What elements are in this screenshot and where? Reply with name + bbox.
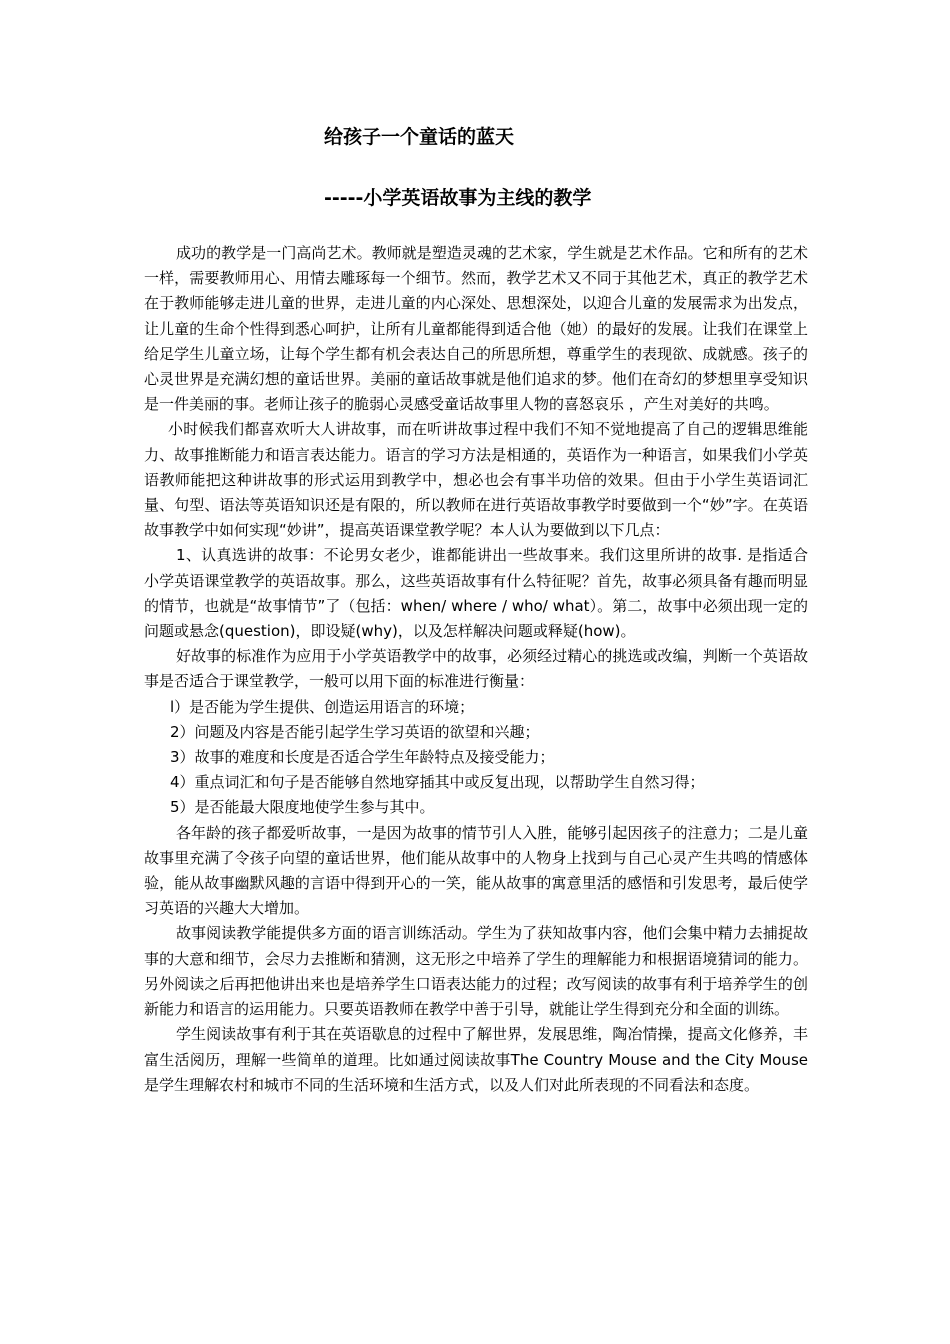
criteria-item-1: l）是否能为学生提供、创造运用语言的环境； <box>170 697 475 716</box>
paragraph-select-stories: 1、认真选讲的故事：不论男女老少，谁都能讲出一些故事来。我们这里所讲的故事. 是指适合小学英语课堂教学的英语故事。那么，这些英语故事有什么特征呢？首先，故事必须具备有趣而明显的情节，也就是“故事情节”了（包括：when/ where / who/ what）。第二，故事中必须出现一定的问题或悬念(question)，即设疑(why)，以及怎样解决问题或释疑(how)。 <box>144 546 808 641</box>
criteria-item-5: 5）是否能最大限度地使学生参与其中。 <box>170 798 435 817</box>
criteria-item-4: 4）重点词汇和句子是否能够自然地穿插其中或反复出现，以帮助学生自然习得； <box>170 773 705 792</box>
criteria-item-2: 2）问题及内容是否能引起学生学习英语的欲望和兴趣； <box>170 722 540 741</box>
document-body <box>144 241 808 1098</box>
paragraph-storytelling: 小时候我们都喜欢听大人讲故事，而在听讲故事过程中我们不知不觉地提高了自己的逻辑思维能力、故事推断能力和语言表达能力。语言的学习方法是相通的，英语作为一种语言，如果我们小学英语教师能把这种讲故事的形式运用到教学中，想必也会有事半功倍的效果。但由于小学生英语词汇量、句型、语法等英语知识还是有限的，所以教师在进行英语故事教学时要做到一个“妙”字。在英语故事教学中如何实现“妙讲”，提高英语课堂教学呢？本人认为要做到以下几点： <box>144 420 808 540</box>
paragraph-children-love-stories: 各年龄的孩子都爱听故事，一是因为故事的情节引人入胜，能够引起因孩子的注意力；二是儿童故事里充满了令孩子向望的童话世界，他们能从故事中的人物身上找到与自己心灵产生共鸣的情感体验，能从故事幽默风趣的言语中得到开心的一笑，能从故事的寓意里活的感悟和引发思考，最后使学习英语的兴趣大大增加。 <box>144 823 808 918</box>
criteria-item-3: 3）故事的难度和长度是否适合学生年龄特点及接受能力； <box>170 748 555 767</box>
paragraph-reading-training: 故事阅读教学能提供多方面的语言训练活动。学生为了获知故事内容，他们会集中精力去捕捉故事的大意和细节，会尽力去推断和猜测，这无形之中培养了学生的理解能力和根据语境猜词的能力。另外阅读之后再把他讲出来也是培养学生口语表达能力的过程；改写阅读的故事有利于培养学生的创新能力和语言的运用能力。只要英语教师在教学中善于引导，就能让学生得到充分和全面的训练。 <box>144 924 808 1019</box>
paragraph-criteria-intro: 好故事的标准作为应用于小学英语教学中的故事，必须经过精心的挑选或改编，判断一个英语故事是否适合于课堂教学，一般可以用下面的标准进行衡量： <box>144 647 808 691</box>
document-title: 给孩子一个童话的蓝天 <box>324 126 515 148</box>
document-subtitle: -----小学英语故事为主线的教学 <box>324 187 592 209</box>
paragraph-intro: 成功的教学是一门高尚艺术。教师就是塑造灵魂的艺术家，学生就是艺术作品。它和所有的艺术一样，需要教师用心、用情去雕琢每一个细节。然而，教学艺术又不同于其他艺术，真正的教学艺术在于教师能够走进儿童的世界，走进儿童的内心深处、思想深处，以迎合儿童的发展需求为出发点，让儿童的生命个性得到悉心呵护，让所有儿童都能得到适合他（她）的最好的发展。让我们在课堂上给足学生儿童立场，让每个学生都有机会表达自己的所思所想，尊重学生的表现欲、成就感。孩子的心灵世界是充满幻想的童话世界。美丽的童话故事就是他们追求的梦。他们在奇幻的梦想里享受知识是一件美丽的事。老师让孩子的脆弱心灵感受童话故事里人物的喜怒哀乐 ，产生对美好的共鸣。 <box>144 244 808 414</box>
paragraph-reading-benefits: 学生阅读故事有利于其在英语歇息的过程中了解世界，发展思维，陶冶情操，提高文化修养，丰富生活阅历，理解一些简单的道理。比如通过阅读故事The Country Mouse and the City Mouse是学生理解农村和城市不同的生活环境和生活方式，以及人们对此所表现的不同看法和态度。 <box>144 1025 808 1094</box>
